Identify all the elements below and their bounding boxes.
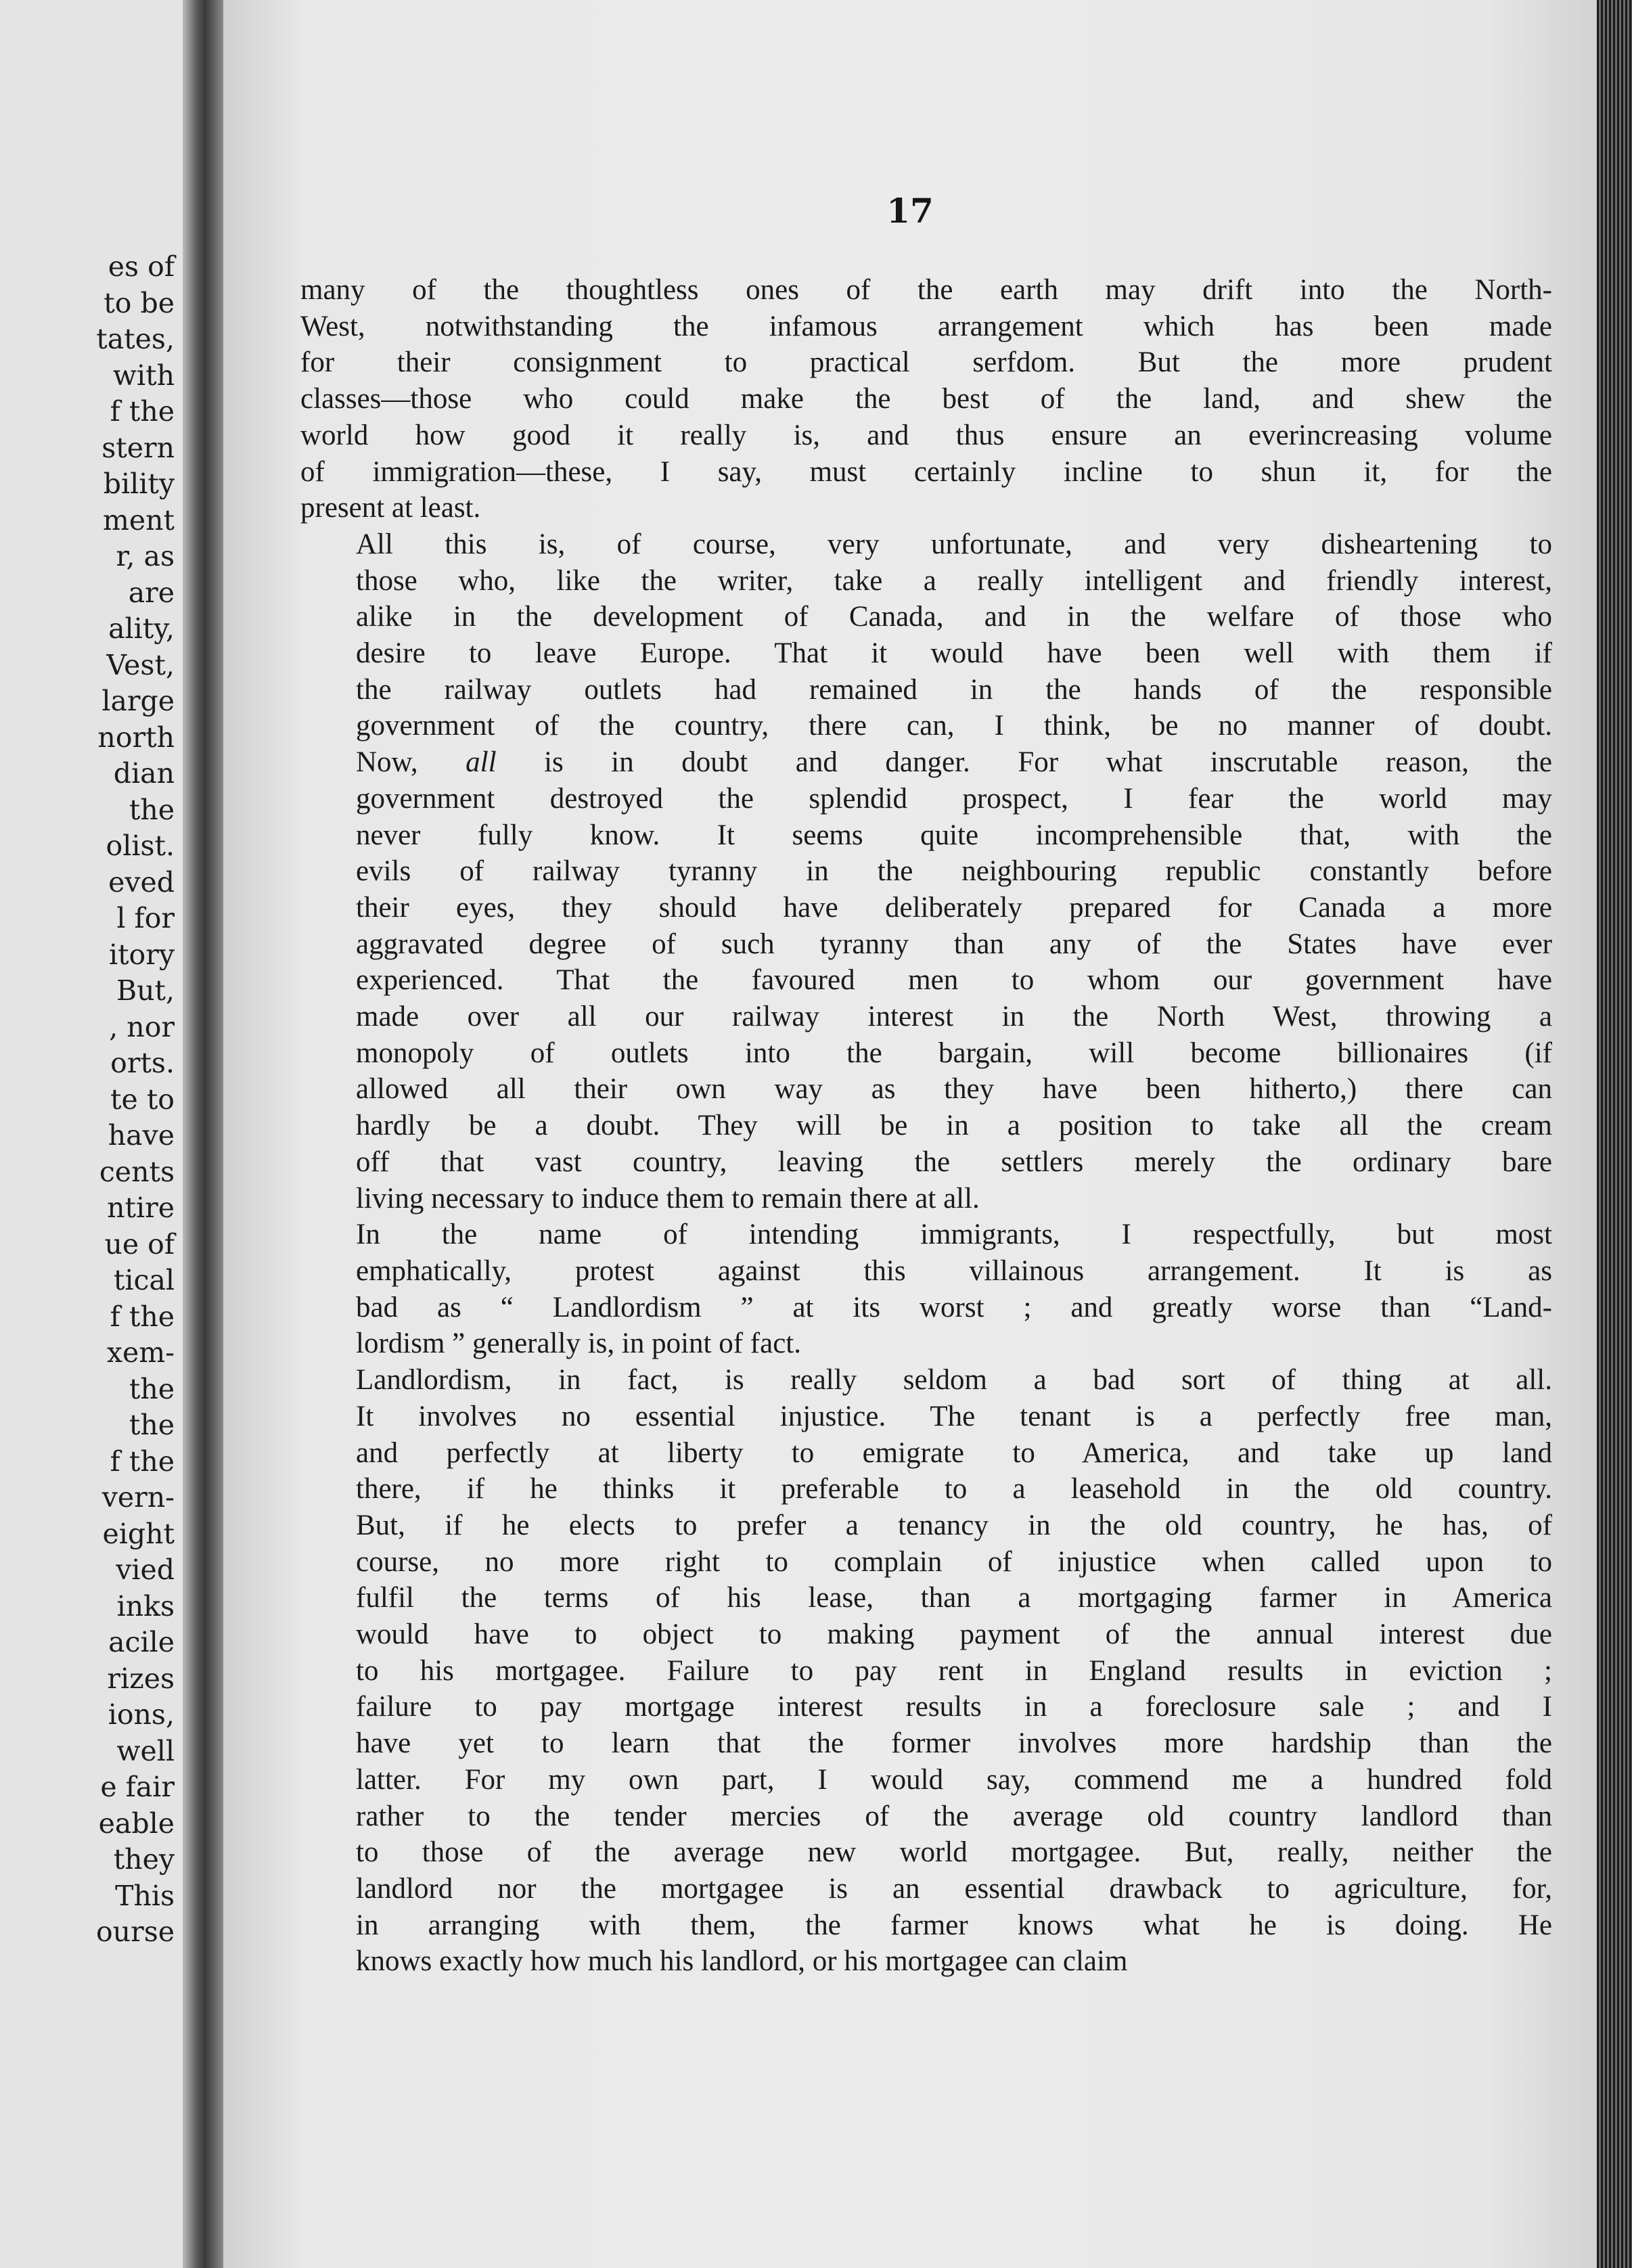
right-page-edges <box>1597 0 1632 2268</box>
left-fragment-line: acile <box>108 1626 175 1658</box>
text-line: many of the thoughtless ones of the earth may drift into the North- <box>300 274 1552 306</box>
text-line: West, notwithstanding the infamous arrangement which has been made <box>300 310 1552 342</box>
text-line: government of the country, there can, I think, be no manner of doubt. <box>356 710 1552 742</box>
left-fragment-line: orts. <box>110 1047 175 1079</box>
text-line: emphatically, protest against this villainous arrangement. It is as <box>356 1254 1552 1287</box>
body-text <box>300 272 1552 1980</box>
left-fragment-line: eight <box>102 1517 175 1550</box>
left-fragment-line: ntire <box>107 1192 175 1224</box>
text-line: government destroyed the splendid prospect, I fear the world may <box>356 782 1552 815</box>
left-fragment-line: ourse <box>96 1915 175 1948</box>
left-fragment-line: have <box>108 1119 175 1152</box>
text-line: landlord nor the mortgagee is an essential drawback to agriculture, for, <box>356 1872 1552 1905</box>
text-line: knows exactly how much his landlord, or his mortgagee can claim <box>356 1945 1128 1978</box>
left-fragment-line: eable <box>98 1807 175 1840</box>
left-fragment-line: Vest, <box>106 648 175 681</box>
left-fragment-line: with <box>112 359 175 392</box>
page-number: 17 <box>886 191 934 231</box>
left-page-text-fragments <box>96 249 175 1951</box>
left-fragment-line: olist. <box>106 830 175 862</box>
left-fragment-line: inks <box>116 1589 175 1623</box>
left-fragment-line: stern <box>101 431 175 464</box>
text-line: off that vast country, leaving the settlers merely the ordinary bare <box>356 1146 1552 1178</box>
left-fragment-line: ue of <box>104 1227 175 1261</box>
text-line: But, if he elects to prefer a tenancy in the old country, he has, of <box>356 1509 1552 1541</box>
text-line: made over all our railway interest in the North West, throwing a <box>356 1001 1552 1033</box>
text-line: living necessary to induce them to remain there at all. <box>356 1182 980 1215</box>
paragraph <box>300 1217 1552 1362</box>
paragraph <box>300 526 1552 1217</box>
left-fragment-line: , nor <box>109 1010 175 1043</box>
left-fragment-line: e fair <box>100 1771 175 1803</box>
text-line: in arranging with them, the farmer knows what he is doing. He <box>356 1909 1552 1941</box>
text-line: Landlordism, in fact, is really seldom a bad sort of thing at all. <box>356 1364 1552 1397</box>
text-line: aggravated degree of such tyranny than any of the States have ever <box>356 928 1552 960</box>
left-fragment-line: This <box>115 1879 175 1912</box>
text-line: latter. For my own part, I would say, commend me a hundred fold <box>356 1763 1552 1796</box>
left-fragment-line: te to <box>110 1083 175 1116</box>
paragraph <box>300 1362 1552 1980</box>
text-line: the railway outlets had remained in the hands of the responsible <box>356 673 1552 706</box>
left-fragment-line: es of <box>108 250 175 283</box>
left-fragment-line: r, as <box>116 540 175 572</box>
text-line: desire to leave Europe. That it would have been well with them if <box>356 637 1552 670</box>
left-fragment-line: itory <box>108 938 175 971</box>
left-fragment-line: rizes <box>107 1662 175 1695</box>
paragraph <box>300 272 1552 526</box>
left-fragment-line: eved <box>108 865 175 899</box>
left-fragment-line: vied <box>116 1553 175 1586</box>
left-fragment-line: But, <box>116 974 175 1007</box>
left-fragment-line: dian <box>113 757 175 790</box>
text-line: failure to pay mortgage interest results in a foreclosure sale ; and I <box>356 1691 1552 1723</box>
left-fragment-line: ality, <box>108 612 175 645</box>
left-fragment-line: f the <box>110 395 175 428</box>
left-fragment-line: well <box>116 1734 175 1767</box>
text-line: fulfil the terms of his lease, than a mortgaging farmer in America <box>356 1582 1552 1614</box>
left-fragment-line: cents <box>99 1155 175 1188</box>
text-line: world how good it really is, and thus ensure an everincreasing volume <box>300 419 1552 451</box>
text-line: It involves no essential injustice. The tenant is a perfectly free man, <box>356 1400 1552 1432</box>
left-fragment-line: the <box>129 1409 175 1441</box>
left-fragment-line: vern- <box>101 1481 175 1514</box>
left-fragment-line: tates, <box>96 323 175 355</box>
left-fragment-line: l for <box>116 902 175 934</box>
text-line: those who, like the writer, take a really intelligent and friendly interest, <box>356 564 1552 597</box>
text-line: their eyes, they should have deliberately prepared for Canada a more <box>356 891 1552 924</box>
text-line: Now, all is in doubt and danger. For what inscrutable reason, the <box>356 746 1552 779</box>
text-line: allowed all their own way as they have been hitherto,) there can <box>356 1073 1552 1106</box>
text-line: bad as “ Landlordism ” at its worst ; and greatly worse than “Land- <box>356 1291 1552 1323</box>
left-fragment-line: to be <box>104 286 175 319</box>
text-line: In the name of intending immigrants, I respectfully, but most <box>356 1219 1552 1251</box>
text-line: to those of the average new world mortgagee. But, really, neither the <box>356 1836 1552 1869</box>
text-line: would have to object to making payment of the annual interest due <box>356 1618 1552 1651</box>
text-line: rather to the tender mercies of the average old country landlord than <box>356 1800 1552 1832</box>
text-line: All this is, of course, very unfortunate, and very disheartening to <box>356 528 1552 560</box>
left-fragment-line: are <box>128 576 175 609</box>
left-fragment-line: north <box>97 721 175 754</box>
main-page <box>223 0 1597 2268</box>
left-fragment-line: the <box>129 1372 175 1405</box>
text-line: monopoly of outlets into the bargain, will become billionaires (if <box>356 1037 1552 1069</box>
book-gutter <box>183 0 223 2268</box>
left-fragment-line: large <box>101 685 175 717</box>
left-fragment-line: ment <box>102 503 175 537</box>
left-fragment-line: tical <box>113 1264 175 1296</box>
text-line: have yet to learn that the former involves more hardship than the <box>356 1727 1552 1760</box>
text-line: for their consignment to practical serfdom. But the more prudent <box>300 346 1552 379</box>
text-line: hardly be a doubt. They will be in a position to take all the cream <box>356 1110 1552 1142</box>
text-line: alike in the development of Canada, and in the welfare of those who <box>356 601 1552 633</box>
left-fragment-line: ions, <box>108 1698 175 1731</box>
text-line: there, if he thinks it preferable to a leasehold in the old country. <box>356 1473 1552 1505</box>
left-fragment-line: the <box>129 793 175 826</box>
text-line: and perfectly at liberty to emigrate to America, and take up land <box>356 1436 1552 1469</box>
text-line: evils of railway tyranny in the neighbouring republic constantly before <box>356 855 1552 888</box>
left-fragment-line: xem- <box>106 1336 175 1369</box>
text-line: experienced. That the favoured men to whom our government have <box>356 964 1552 997</box>
text-line: never fully know. It seems quite incomprehensible that, with the <box>356 819 1552 851</box>
text-line: lordism ” generally is, in point of fact. <box>356 1328 801 1360</box>
text-line: to his mortgagee. Failure to pay rent in England results in eviction ; <box>356 1654 1552 1687</box>
text-line: present at least. <box>300 492 481 524</box>
left-page-edge <box>0 0 184 2268</box>
text-line: course, no more right to complain of injustice when called upon to <box>356 1545 1552 1578</box>
text-line: classes—those who could make the best of the land, and shew the <box>300 383 1552 415</box>
text-line: of immigration—these, I say, must certainly incline to shun it, for the <box>300 455 1552 488</box>
left-fragment-line: they <box>113 1843 175 1876</box>
left-fragment-line: f the <box>110 1445 175 1478</box>
left-fragment-line: f the <box>110 1300 175 1333</box>
left-fragment-line: bility <box>103 468 175 500</box>
